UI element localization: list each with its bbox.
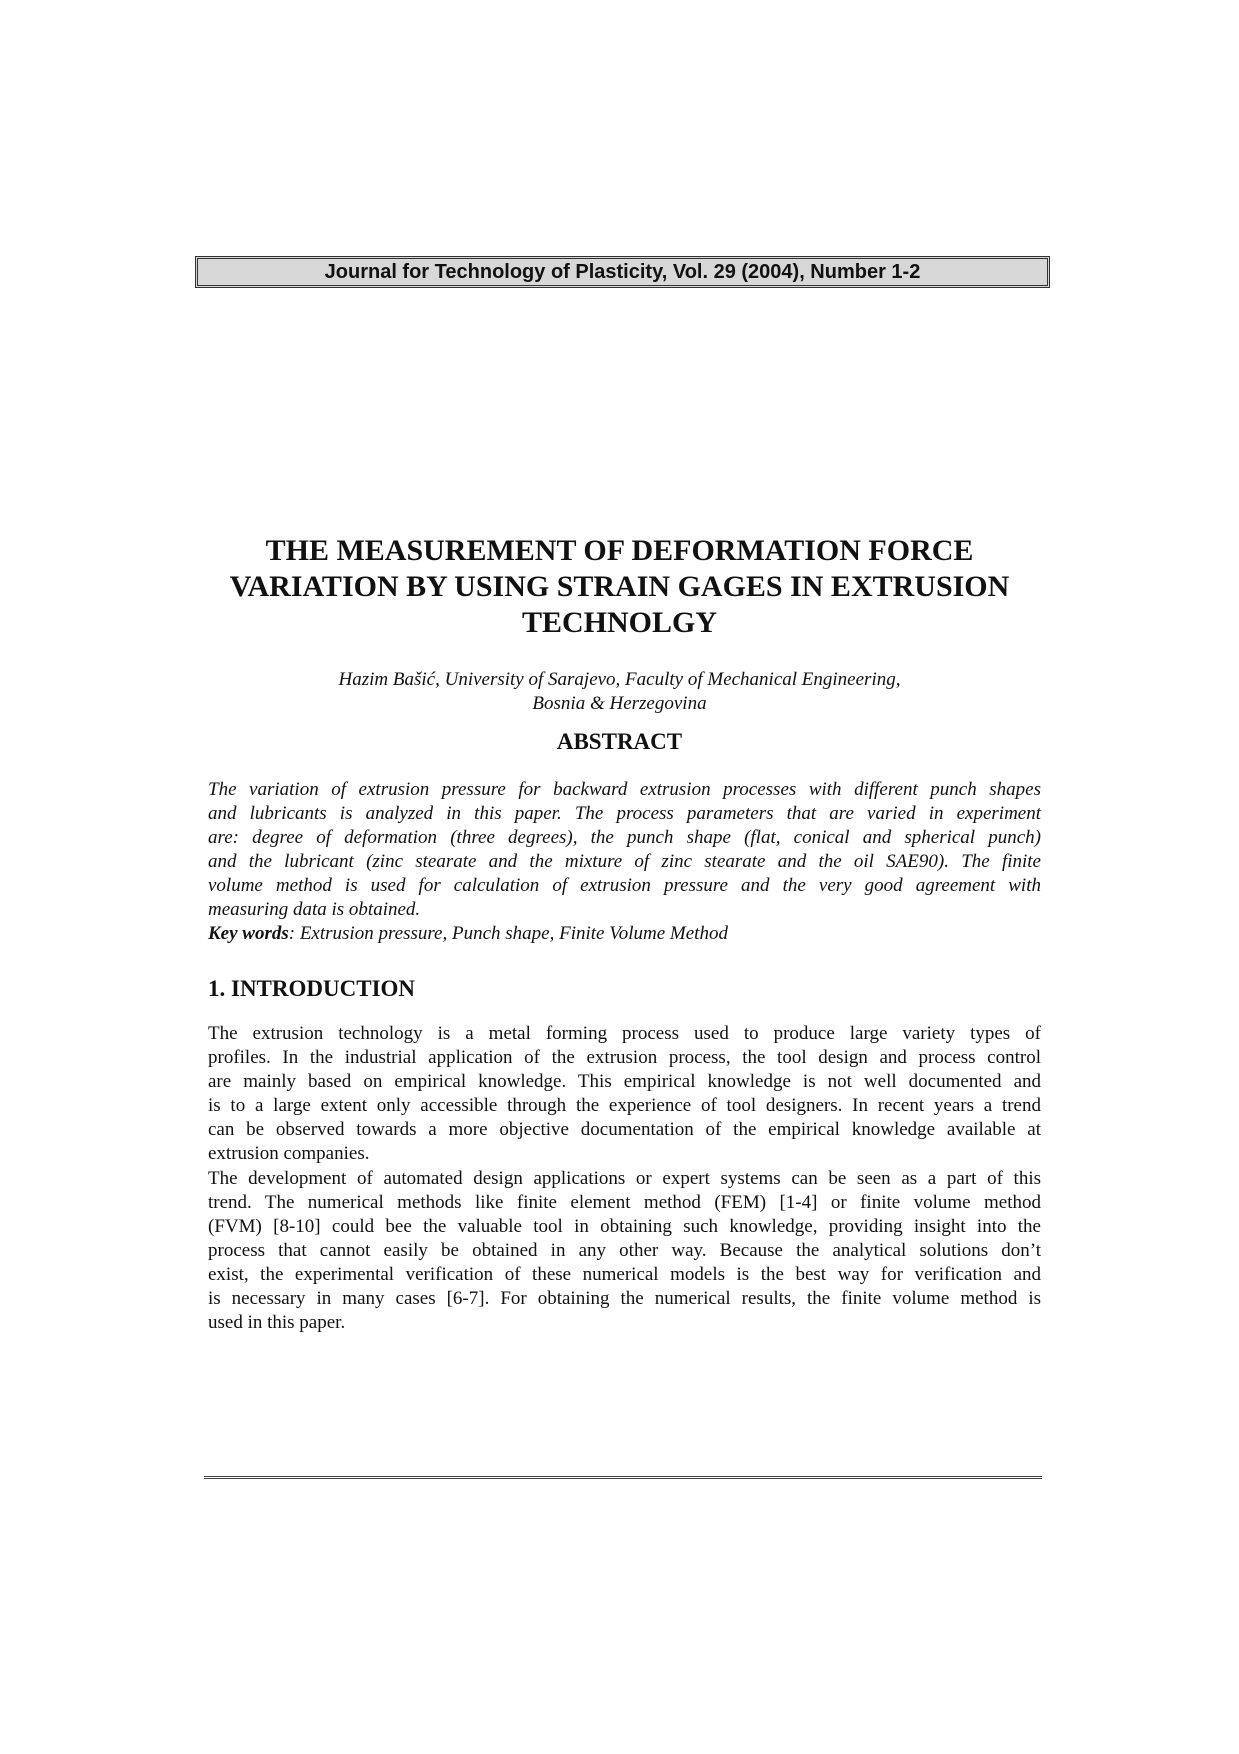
abstract-body [208,778,1041,922]
abstract-line: and lubricants is analyzed in this paper. The process parameters that are varied in experiment [208,803,1041,824]
intro-line: used in this paper. [208,1312,346,1334]
intro-line: can be observed towards a more objective documentation of the empirical knowledge available at [208,1119,1041,1141]
abstract-heading: ABSTRACT [556,729,683,754]
intro-line: The development of automated design applications or expert systems can be seen as a part of this [208,1167,1041,1189]
title-line: VARIATION BY USING STRAIN GAGES IN EXTRUSION [229,570,1010,603]
abstract-line: The variation of extrusion pressure for backward extrusion processes with different punch shapes [208,779,1041,800]
journal-header-box [195,256,1050,288]
intro-line: is to a large extent only accessible through the experience of tool designers. In recent years a trend [208,1095,1041,1117]
intro-line: is necessary in many cases [6-7]. For obtaining the numerical results, the finite volume method is [208,1288,1041,1310]
intro-line: profiles. In the industrial application of the extrusion process, the tool design and process control [208,1047,1041,1069]
keywords-line [208,922,1041,946]
keywords-label: Key words [208,923,289,944]
author-line: Bosnia & Herzegovina [532,693,707,714]
intro-line: The extrusion technology is a metal forming process used to produce large variety types of [208,1023,1041,1044]
author-line: Hazim Bašić, University of Sarajevo, Faculty of Mechanical Engineering, [338,669,901,690]
abstract-line: and the lubricant (zinc stearate and the mixture of zinc stearate and the oil SAE90). The finite [208,851,1041,872]
title-line: TECHNOLGY [521,606,718,639]
intro-line: trend. The numerical methods like finite element method (FEM) [1-4] or finite volume method [208,1191,1041,1213]
intro-line: (FVM) [8-10] could bee the valuable tool in obtaining such knowledge, providing insight into the [208,1215,1041,1237]
intro-line: are mainly based on empirical knowledge. This empirical knowledge is not well documented and [208,1071,1041,1093]
author-affiliation [150,668,1089,716]
abstract-line: measuring data is obtained. [208,899,421,920]
journal-header: Journal for Technology of Plasticity, Vol. 29 (2004), Number 1-2 [324,260,921,283]
abstract-line: are: degree of deformation (three degrees), the punch shape (flat, conical and spherical punch) [208,827,1041,848]
introduction-body [208,1022,1041,1335]
intro-line: extrusion companies. [208,1143,370,1165]
intro-line: exist, the experimental verification of these numerical models is the best way for verification and [208,1263,1041,1285]
paper-title [150,533,1089,641]
section-heading-introduction: 1. INTRODUCTION [208,976,416,1001]
footer-divider [204,1476,1042,1479]
intro-line: process that cannot easily be obtained in any other way. Because the analytical solutions don’t [208,1239,1041,1261]
keywords-text: : Extrusion pressure, Punch shape, Finite Volume Method [288,923,728,944]
title-line: THE MEASUREMENT OF DEFORMATION FORCE [265,534,974,567]
abstract-line: volume method is used for calculation of extrusion pressure and the very good agreement with [208,875,1041,896]
